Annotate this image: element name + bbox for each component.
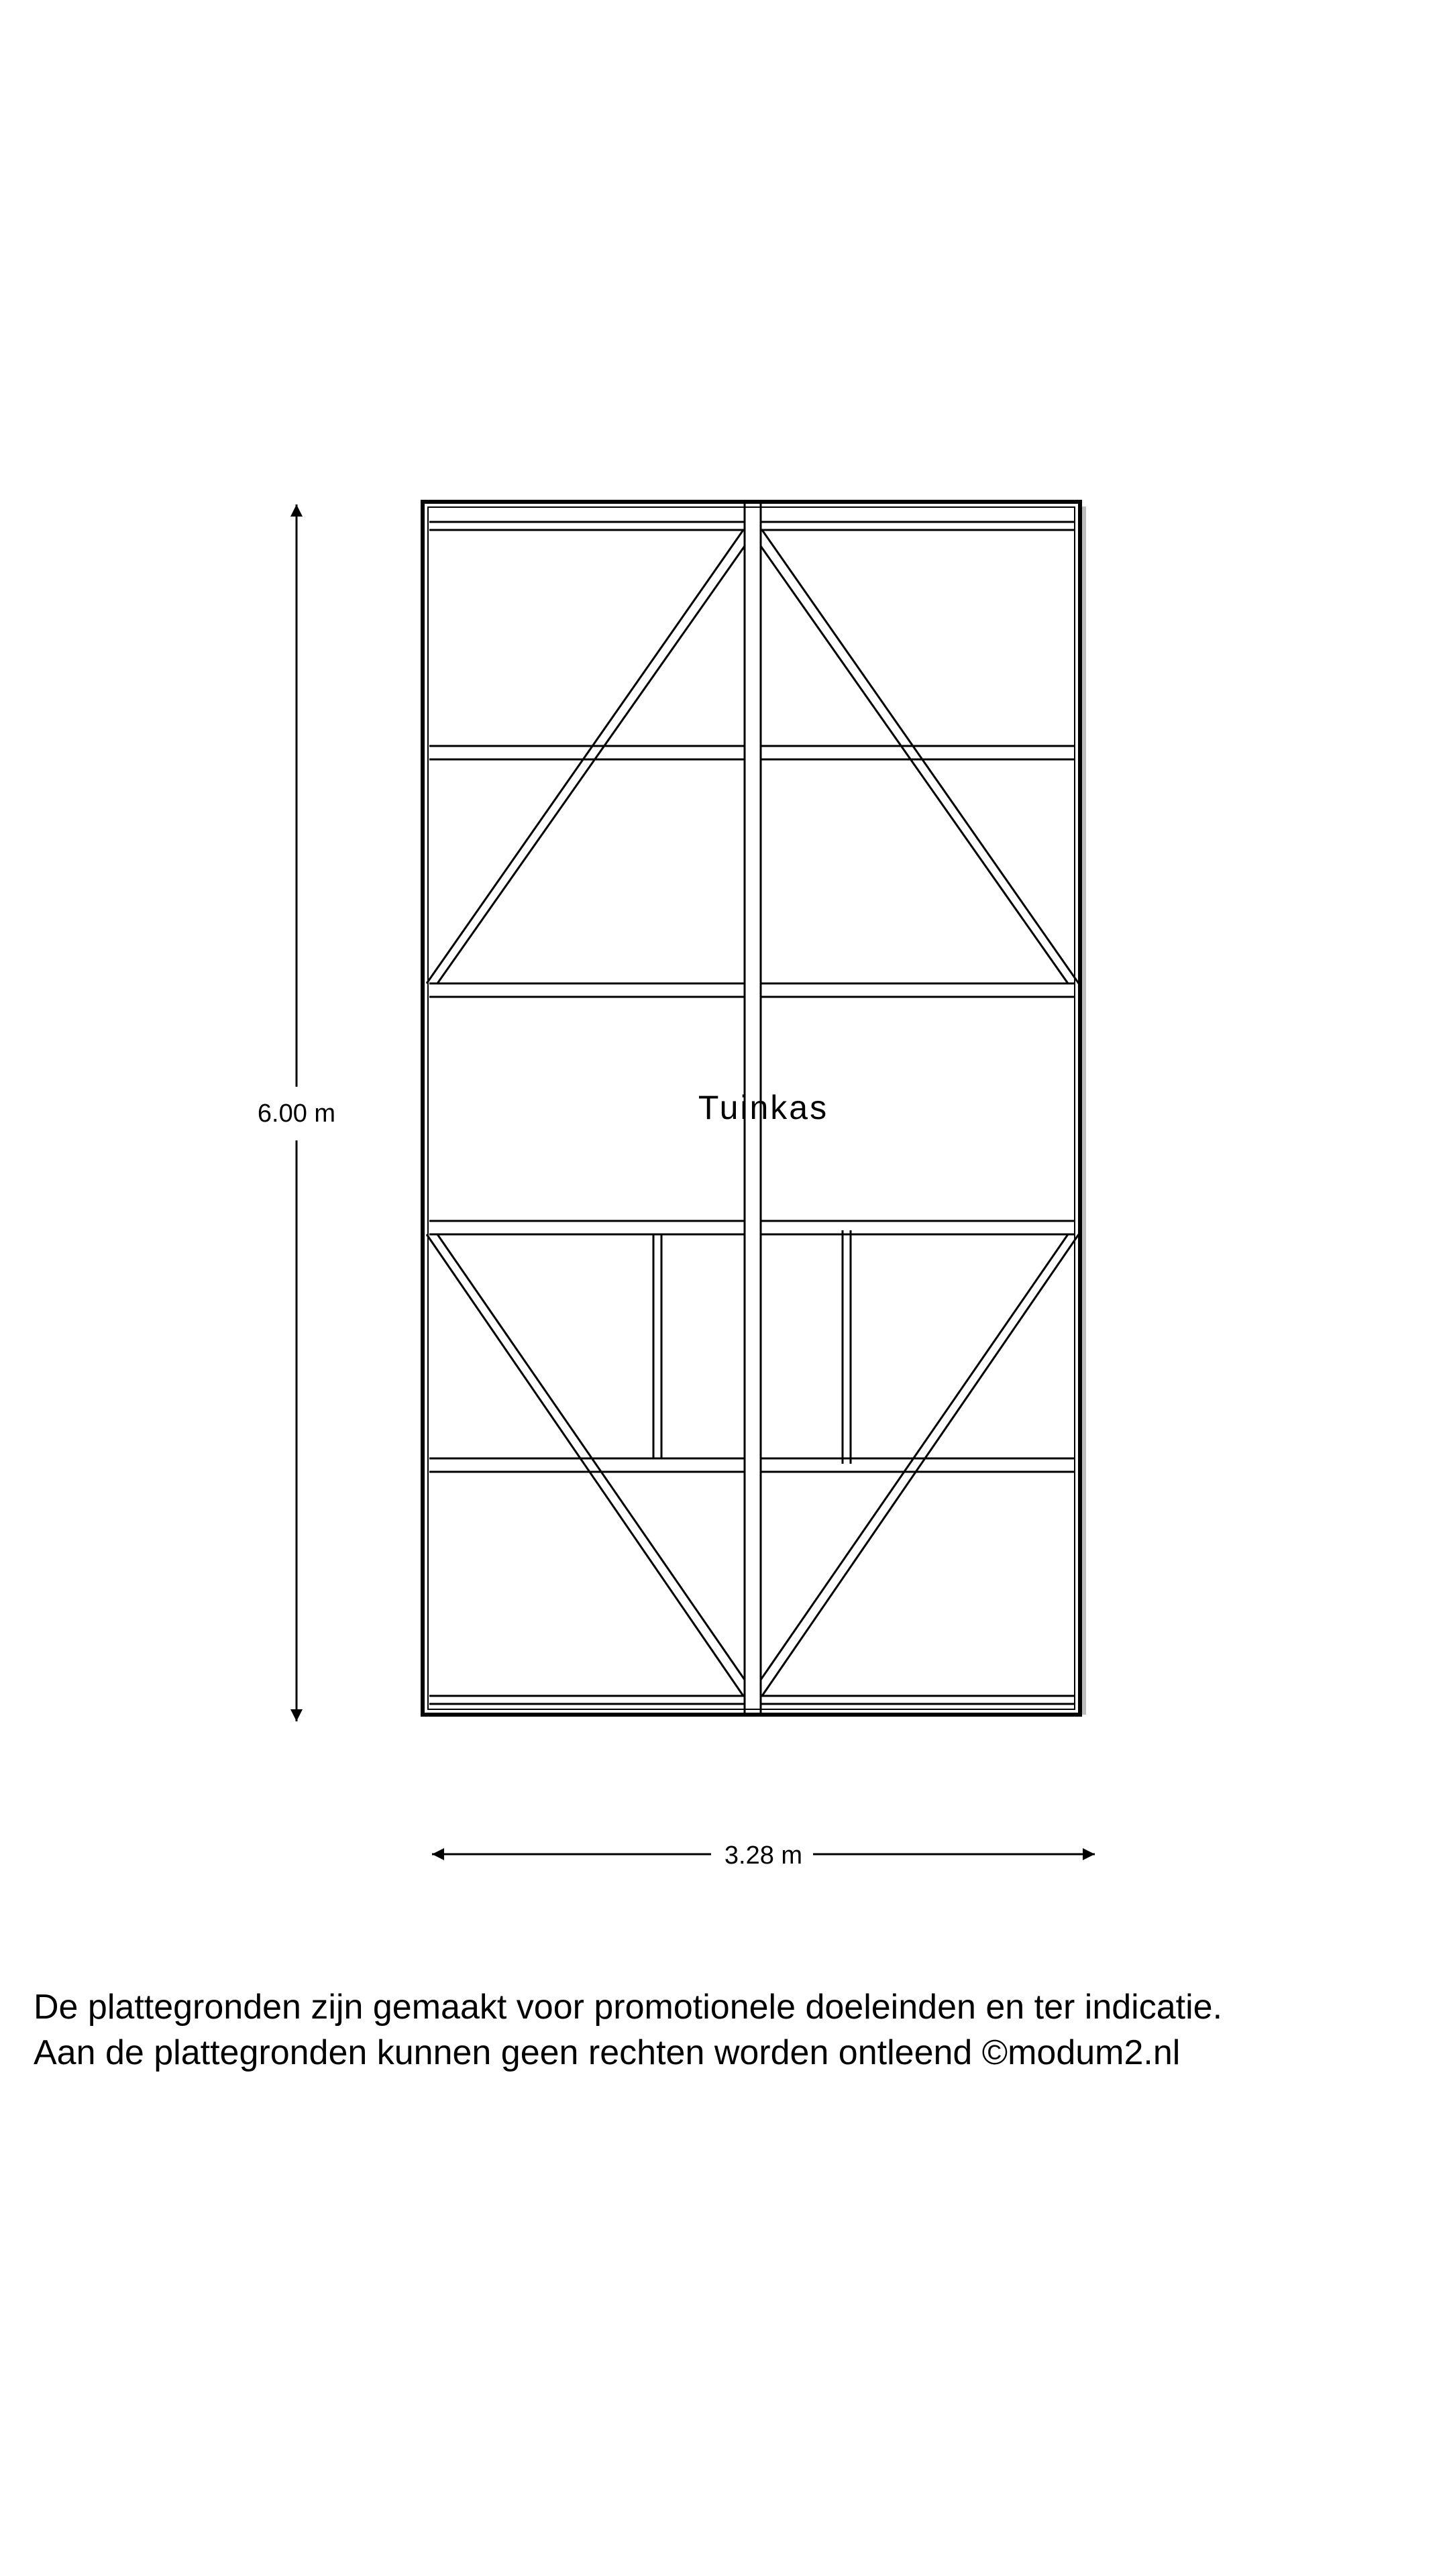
height-dimension [258, 504, 335, 1721]
door-posts [653, 1230, 851, 1464]
width-dimension-label: 3.28 m [724, 1841, 803, 1870]
disclaimer-line-1: De plattegronden zijn gemaakt voor promotionele doeleinden en ter indicatie. [34, 1988, 1223, 2027]
disclaimer-line-2: Aan de plattegronden kunnen geen rechten worden ontleend ©modum2.nl [34, 2033, 1181, 2072]
disclaimer [34, 1984, 1429, 2076]
width-dimension [432, 1841, 1095, 1870]
height-dimension-label: 6.00 m [257, 1099, 336, 1128]
room-label: Tuinkas [698, 1089, 829, 1126]
